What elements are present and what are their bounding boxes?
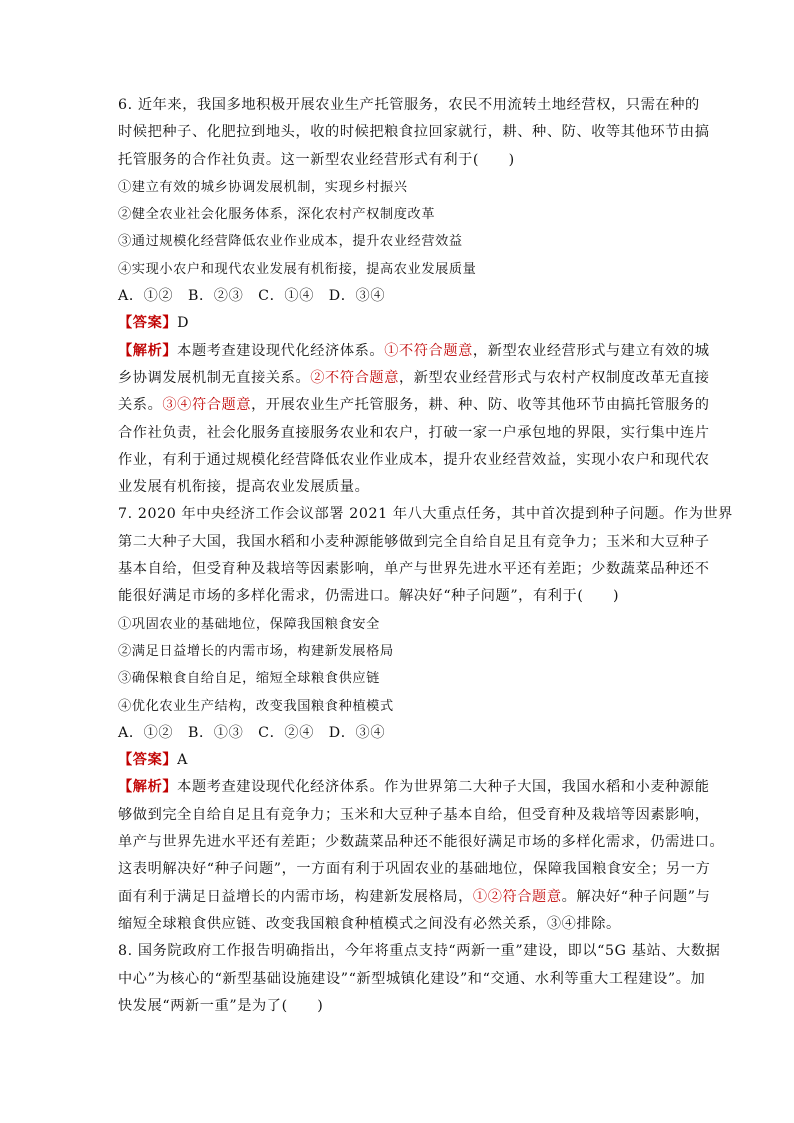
analysis-text: 本题考查建设现代化经济体系。 [177,342,385,359]
analysis-text: 面有利于满足日益增长的内需市场，构建新发展格局， [118,888,473,905]
option-item: ③通过规模化经营降低农业作业成本，提升农业经营效益 [118,234,463,250]
analysis-line [118,774,710,801]
option-item: ②满足日益增长的内需市场，构建新发展格局 [118,643,394,659]
analysis-line: 业发展有机衔接，提高农业发展质量。 [118,479,370,496]
option-item: ④优化农业生产结构，改变我国粮食种植模式 [118,698,394,714]
question-8 [118,938,721,1020]
question-stem-line: 第二大种子大国，我国水稻和小麦种源能够做到完全自给自足且有竞争力；玉米和大豆种子 [118,533,710,550]
question-6 [118,92,710,501]
analysis-line: 合作社负责，社会化服务直接服务农业和农户，打破一家一户承包地的界限，实行集中连片 [118,424,710,441]
question-stem-line: 8. 国务院政府工作报告明确指出，今年将重点支持“两新一重”建设，即以“5G 基站、大数据 [118,943,721,960]
answer-value: A [177,752,189,769]
question-stem-line: 基本自给，但受育种及栽培等因素影响，单产与世界先进水平还有差距；少数蔬菜品种还不 [118,561,710,578]
analysis-line [118,338,710,365]
analysis-highlight: ①②符合题意 [472,888,562,905]
analysis-text: 乡协调发展机制无直接关系。 [118,369,311,386]
question-7 [118,501,733,938]
question-stem-line: 快发展“两新一重”是为了( ) [118,997,324,1014]
option-item: ①建立有效的城乡协调发展机制，实现乡村振兴 [118,179,408,195]
question-stem-line: 能很好满足市场的多样化需求，仍需进口。解决好“种子问题”，有利于( ) [118,588,620,605]
analysis-line: 这表明解决好“种子问题”，一方面有利于巩固农业的基础地位，保障我国粮食安全；另一方 [118,861,711,878]
analysis-tag: 【解析】 [118,779,178,796]
analysis-highlight: ①不符合题意 [384,342,473,359]
analysis-line: 缩短全球粮食供应链、改变我国粮食种植模式之间没有必然关系，③④排除。 [118,915,621,932]
analysis-line [118,884,711,911]
analysis-highlight: ③④符合题意 [162,397,252,414]
answer-value: D [177,315,190,332]
analysis-text: ，新型农业经营形式与建立有效的城 [472,342,710,359]
option-item: ③确保粮食自给自足，缩短全球粮食供应链 [118,671,380,687]
choice-list: A．①② B．②③ C．①④ D．③④ [118,288,386,305]
analysis-line [118,392,710,419]
answer-line [118,747,678,774]
question-stem-line: 中心”为核心的“新型基础设施建设”“新型城镇化建设”和“交通、水利等重大工程建设”。加 [118,970,706,987]
question-stem-line: 7. 2020 年中央经济工作会议部署 2021 年八大重点任务，其中首次提到种子问题。作为世界 [118,506,733,523]
analysis-text: ，开展农业生产托管服务，耕、种、防、收等其他环节由搞托管服务的 [251,397,710,414]
analysis-line [118,365,710,392]
analysis-highlight: ②不符合题意 [310,369,399,386]
choice-list: A．①② B．①③ C．②④ D．③④ [118,724,386,741]
analysis-text: ，新型农业经营形式与农村产权制度改革无直接 [398,369,710,386]
analysis-tag: 【解析】 [118,342,178,359]
analysis-text: 关系。 [118,397,163,414]
analysis-line: 单产与世界先进水平还有差距；少数蔬菜品种还不能很好满足市场的多样化需求，仍需进口。 [118,834,725,851]
option-item: ①巩固农业的基础地位，保障我国粮食安全 [118,616,380,632]
answer-line [118,310,678,337]
question-stem-line: 托管服务的合作社负责。这一新型农业经营形式有利于( ) [118,151,515,168]
analysis-text: 。解决好“种子问题”与 [561,888,711,905]
analysis-line: 作业，有利于通过规模化经营降低农业作业成本，提升农业经营效益，实现小农户和现代农 [118,451,710,468]
option-item: ②健全农业社会化服务体系，深化农村产权制度改革 [118,207,436,223]
question-stem-line: 6. 近年来，我国多地积极开展农业生产托管服务，农民不用流转土地经营权，只需在种的 [118,97,700,113]
answer-tag: 【答案】 [118,752,178,769]
analysis-text: 本题考查建设现代化经济体系。作为世界第二大种子大国，我国水稻和小麦种源能 [177,779,710,796]
analysis-line: 够做到完全自给自足且有竞争力；玉米和大豆种子基本自给，但受育种及栽培等因素影响， [118,806,710,823]
question-stem-line: 时候把种子、化肥拉到地头，收的时候把粮食拉回家就行，耕、种、防、收等其他环节由搞 [118,124,710,141]
answer-tag: 【答案】 [118,315,178,332]
option-item: ④实现小农户和现代农业发展有机衔接，提高农业发展质量 [118,261,477,277]
document-page [118,92,733,1020]
